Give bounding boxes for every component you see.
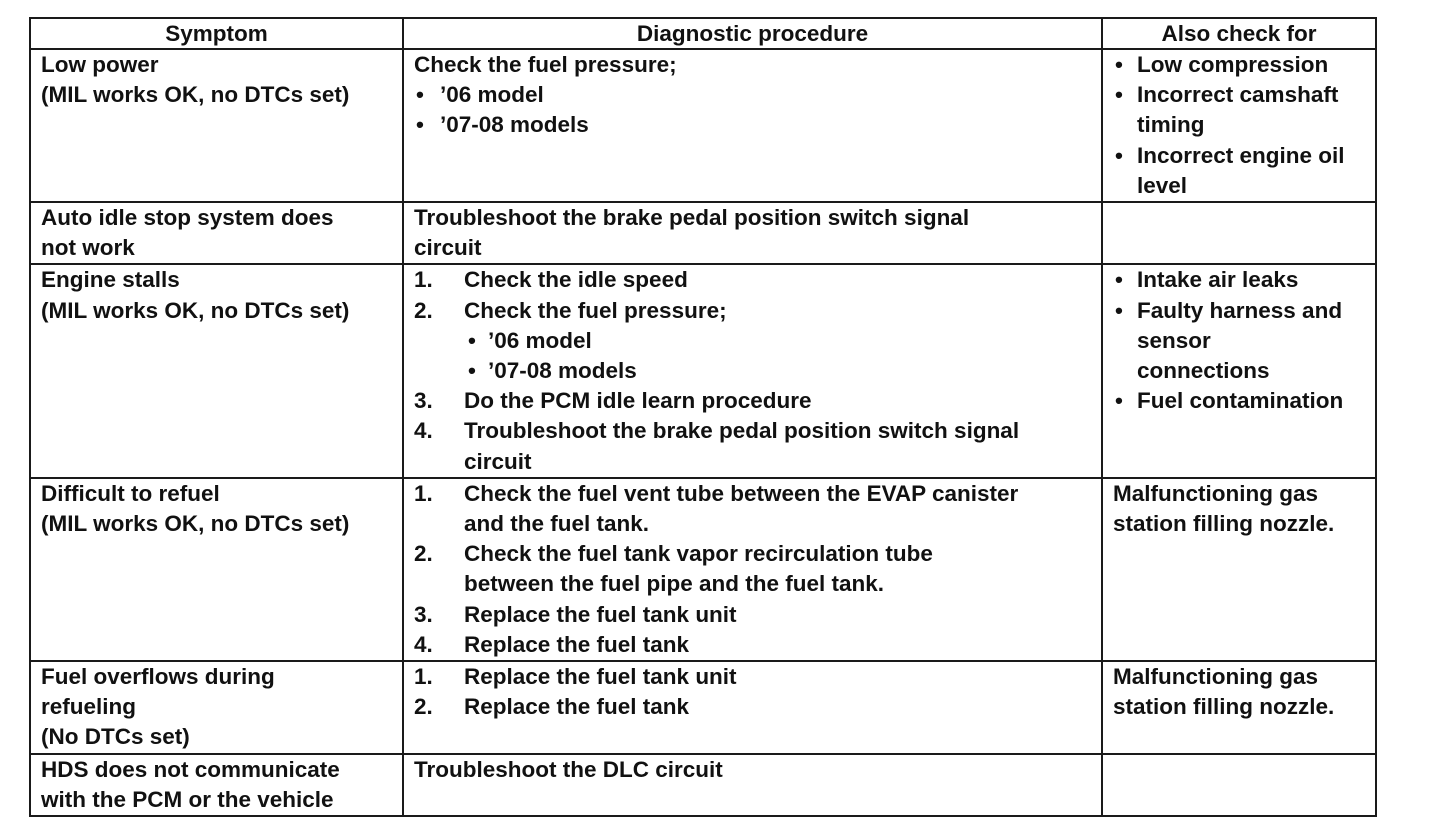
symptom-note: (MIL works OK, no DTCs set) (41, 297, 350, 323)
step-number: 1. (414, 480, 433, 506)
procedure-text: Troubleshoot the DLC circuit (414, 756, 723, 782)
also-check-cell (1102, 661, 1376, 754)
symptom-note: (MIL works OK, no DTCs set) (41, 511, 350, 537)
also-check-cell (1102, 754, 1376, 816)
also-check-item: • Intake air leaks (1113, 265, 1367, 295)
step-text: Check the fuel pressure; (464, 297, 727, 323)
step-number: 2. (414, 694, 433, 720)
step-number: 2. (414, 541, 433, 567)
procedure-step (414, 662, 1093, 692)
symptom-cell (30, 202, 403, 264)
procedure-cell (403, 264, 1102, 477)
procedure-step (414, 630, 1093, 660)
step-text: Check the fuel vent tube between the EVAP canister and the fuel tank. (464, 480, 1019, 537)
header-procedure: Diagnostic procedure (403, 18, 1102, 49)
table-row (30, 202, 1376, 264)
symptom-note: (No DTCs set) (41, 724, 190, 750)
also-check-item: • Incorrect camshaft timing (1113, 80, 1367, 140)
also-check-item: • Low compression (1113, 50, 1367, 80)
procedure-step (414, 265, 1093, 295)
symptom-cell (30, 478, 403, 661)
procedure-cell (403, 202, 1102, 264)
procedure-step (414, 600, 1093, 630)
also-check-cell (1102, 478, 1376, 661)
diagnostic-table (29, 17, 1377, 817)
symptom-text: Difficult to refuel (41, 480, 220, 506)
table-row (30, 49, 1376, 202)
step-number: 3. (414, 601, 433, 627)
also-check-cell (1102, 264, 1376, 477)
procedure-sub-bullet: • ’07-08 models (414, 356, 1093, 386)
step-text: Do the PCM idle learn procedure (464, 388, 812, 414)
table-row (30, 478, 1376, 661)
table-row (30, 264, 1376, 477)
step-text: Check the fuel tank vapor recirculation tube between the fuel pipe and the fuel tank. (464, 541, 933, 597)
procedure-step (414, 692, 1093, 722)
also-check-text: Malfunctioning gas station filling nozzle. (1113, 664, 1335, 720)
procedure-text: Troubleshoot the brake pedal position switch signal circuit (414, 205, 970, 261)
table-row (30, 661, 1376, 754)
step-number: 4. (414, 418, 433, 444)
procedure-bullet: • ’06 model (414, 80, 1093, 110)
step-number: 2. (414, 297, 433, 323)
procedure-cell (403, 661, 1102, 754)
also-check-item: • Incorrect engine oil level (1113, 141, 1367, 201)
symptom-cell (30, 49, 403, 202)
also-check-item: • Fuel contamination (1113, 386, 1367, 416)
table-row (30, 754, 1376, 816)
step-number: 4. (414, 631, 433, 657)
symptom-cell (30, 754, 403, 816)
procedure-step (414, 479, 1024, 539)
procedure-step (414, 386, 1093, 416)
procedure-text: Check the fuel pressure; (414, 52, 677, 77)
step-number: 3. (414, 388, 433, 414)
step-text: Check the idle speed (464, 267, 688, 293)
header-symptom: Symptom (30, 18, 403, 49)
symptom-cell (30, 661, 403, 754)
procedure-step (414, 416, 1024, 476)
step-number: 1. (414, 664, 433, 690)
procedure-step (414, 539, 1024, 599)
step-text: Replace the fuel tank (464, 694, 690, 720)
also-check-cell (1102, 49, 1376, 202)
also-check-cell (1102, 202, 1376, 264)
procedure-step (414, 296, 1093, 326)
header-row (30, 18, 1376, 49)
symptom-text: HDS does not communicate with the PCM or the vehicle (41, 756, 340, 812)
symptom-text: Low power (41, 52, 159, 77)
step-text: Replace the fuel tank (464, 631, 690, 657)
also-check-item: • Faulty harness and sensor connections (1113, 296, 1347, 387)
symptom-text: Auto idle stop system does not work (41, 205, 334, 261)
procedure-cell (403, 49, 1102, 202)
symptom-text: Fuel overflows during refueling (41, 664, 275, 720)
step-number: 1. (414, 267, 433, 293)
step-text: Replace the fuel tank unit (464, 664, 737, 690)
also-check-text: Malfunctioning gas station filling nozzle. (1113, 480, 1335, 537)
procedure-cell (403, 478, 1102, 661)
symptom-text: Engine stalls (41, 267, 180, 293)
procedure-sub-bullet: • ’06 model (414, 326, 1093, 356)
header-also-check: Also check for (1102, 18, 1376, 49)
procedure-bullet: • ’07-08 models (414, 110, 1093, 140)
step-text: Replace the fuel tank unit (464, 601, 737, 627)
step-text: Troubleshoot the brake pedal position switch signal circuit (464, 418, 1020, 474)
procedure-cell (403, 754, 1102, 816)
symptom-cell (30, 264, 403, 477)
symptom-note: (MIL works OK, no DTCs set) (41, 82, 350, 108)
